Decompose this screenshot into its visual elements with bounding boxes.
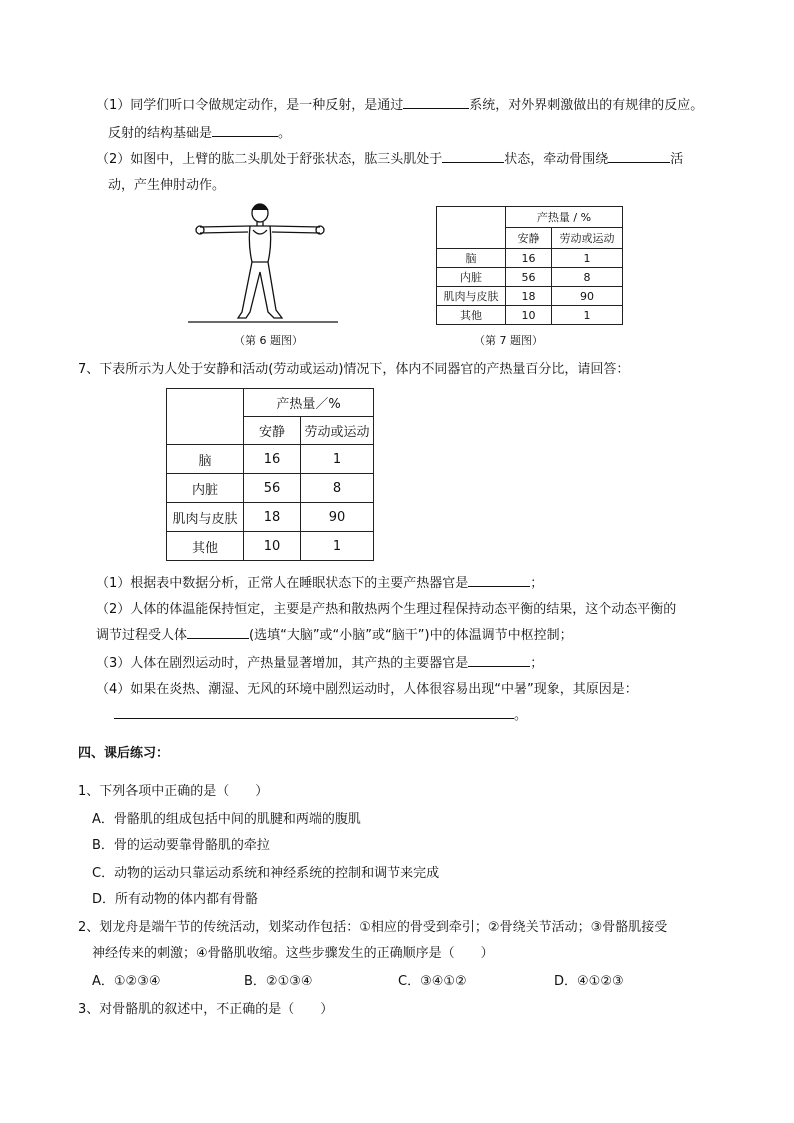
q7-sub1: （1）根据表中数据分析，正常人在睡眠状态下的主要产热器官是 ； (96, 576, 544, 591)
q7-sub2-line1: （2）人体的体温能保持恒定，主要是产热和散热两个生理过程保持动态平衡的结果，这个动态平衡的 (96, 602, 677, 617)
answer-blank[interactable] (608, 150, 670, 163)
q7-sub4: （4）如果在炎热、潮湿、无风的环境中剧烈运动时，人体很容易出现“中暑”现象，其原因是： (96, 682, 638, 697)
table-cell: 8 (552, 268, 623, 287)
table-cell: 其他 (437, 306, 506, 325)
answer-blank[interactable] (468, 574, 530, 587)
ex1-option-b[interactable]: B．骨的运动要靠骨骼肌的牵拉 (92, 838, 270, 853)
fig7-col-rest: 安静 (506, 228, 552, 249)
ex2-option-c[interactable]: C．③④①② (398, 974, 467, 989)
answer-blank[interactable] (114, 706, 514, 719)
table-cell: 肌肉与皮肤 (167, 503, 244, 532)
table-cell: 56 (506, 268, 552, 287)
table-cell: 18 (244, 503, 301, 532)
q7-sub3: （3）人体在剧烈运动时，产热量显著增加，其产热的主要器官是 ； (96, 656, 544, 671)
q7-sub2-line2: 调节过程受人体 (选填“大脑”或“小脑”或“脑干”)中的体温调节中枢控制； (96, 628, 573, 643)
table-cell: 脑 (437, 249, 506, 268)
table-cell: 10 (244, 532, 301, 561)
q6-line2: 反射的结构基础是 。 (108, 126, 292, 141)
table-cell: 16 (506, 249, 552, 268)
ex2-stem-line1: 2、划龙舟是端午节的传统活动，划桨动作包括：①相应的骨受到牵引；②骨绕关节活动；③骨骼肌接受 (78, 920, 668, 935)
fig7-col-active: 劳动或运动 (552, 228, 623, 249)
q6-line3: （2）如图中，上臂的肱二头肌处于舒张状态，肱三头肌处于 状态，牵动骨围绕 活 (96, 152, 684, 167)
answer-blank[interactable] (468, 654, 530, 667)
ex1-option-c[interactable]: C．动物的运动只靠运动系统和神经系统的控制和调节来完成 (92, 866, 440, 881)
fig7-header: 产热量 / % (506, 207, 623, 228)
table-cell: 1 (301, 532, 374, 561)
figure-6-person (188, 200, 338, 328)
table-cell: 其他 (167, 532, 244, 561)
answer-blank[interactable] (442, 150, 504, 163)
q7-col-active: 劳动或运动 (301, 417, 374, 445)
ex1-option-d[interactable]: D．所有动物的体内都有骨骼 (92, 892, 259, 907)
figure-6-caption: （第 6 题图） (234, 334, 303, 347)
table-cell: 脑 (167, 445, 244, 474)
table-cell: 1 (301, 445, 374, 474)
table-cell: 肌肉与皮肤 (437, 287, 506, 306)
q7-col-rest: 安静 (244, 417, 301, 445)
ex2-option-b[interactable]: B．②①③④ (244, 974, 313, 989)
table-cell: 16 (244, 445, 301, 474)
table-cell: 1 (552, 306, 623, 325)
ex2-option-d[interactable]: D．④①②③ (554, 974, 624, 989)
ex1-stem: 1、下列各项中正确的是（ ） (78, 784, 269, 799)
ex2-stem-line2: 神经传来的刺激；④骨骼肌收缩。这些步骤发生的正确顺序是（ ） (92, 946, 494, 961)
answer-blank[interactable] (403, 96, 469, 109)
q7-table (166, 388, 374, 561)
table-cell: 10 (506, 306, 552, 325)
figure-7-table (436, 206, 623, 325)
table-cell: 内脏 (437, 268, 506, 287)
section-title: 四、课后练习： (78, 746, 170, 761)
table-cell: 8 (301, 474, 374, 503)
ex3-stem: 3、对骨骼肌的叙述中，不正确的是（ ） (78, 1002, 334, 1017)
q6-line4: 动，产生伸肘动作。 (108, 178, 226, 193)
ex2-option-a[interactable]: A．①②③④ (92, 974, 161, 989)
table-cell: 18 (506, 287, 552, 306)
table-cell: 90 (301, 503, 374, 532)
table-cell: 90 (552, 287, 623, 306)
figure-7-caption: （第 7 题图） (474, 334, 543, 347)
answer-blank[interactable] (212, 124, 278, 137)
q7-header: 产热量／% (244, 389, 374, 417)
ex1-option-a[interactable]: A．骨骼肌的组成包括中间的肌腱和两端的腹肌 (92, 812, 361, 827)
table-cell: 1 (552, 249, 623, 268)
q7-sub4-answer: 。 (114, 706, 527, 726)
q6-line1: （1）同学们听口令做规定动作，是一种反射，是通过 系统，对外界刺激做出的有规律的反应。 (96, 98, 704, 113)
answer-blank[interactable] (187, 626, 249, 639)
table-cell: 56 (244, 474, 301, 503)
q7-stem: 7、下表所示为人处于安静和活动(劳动或运动)情况下，体内不同器官的产热量百分比，请回答： (78, 362, 630, 377)
table-cell: 内脏 (167, 474, 244, 503)
